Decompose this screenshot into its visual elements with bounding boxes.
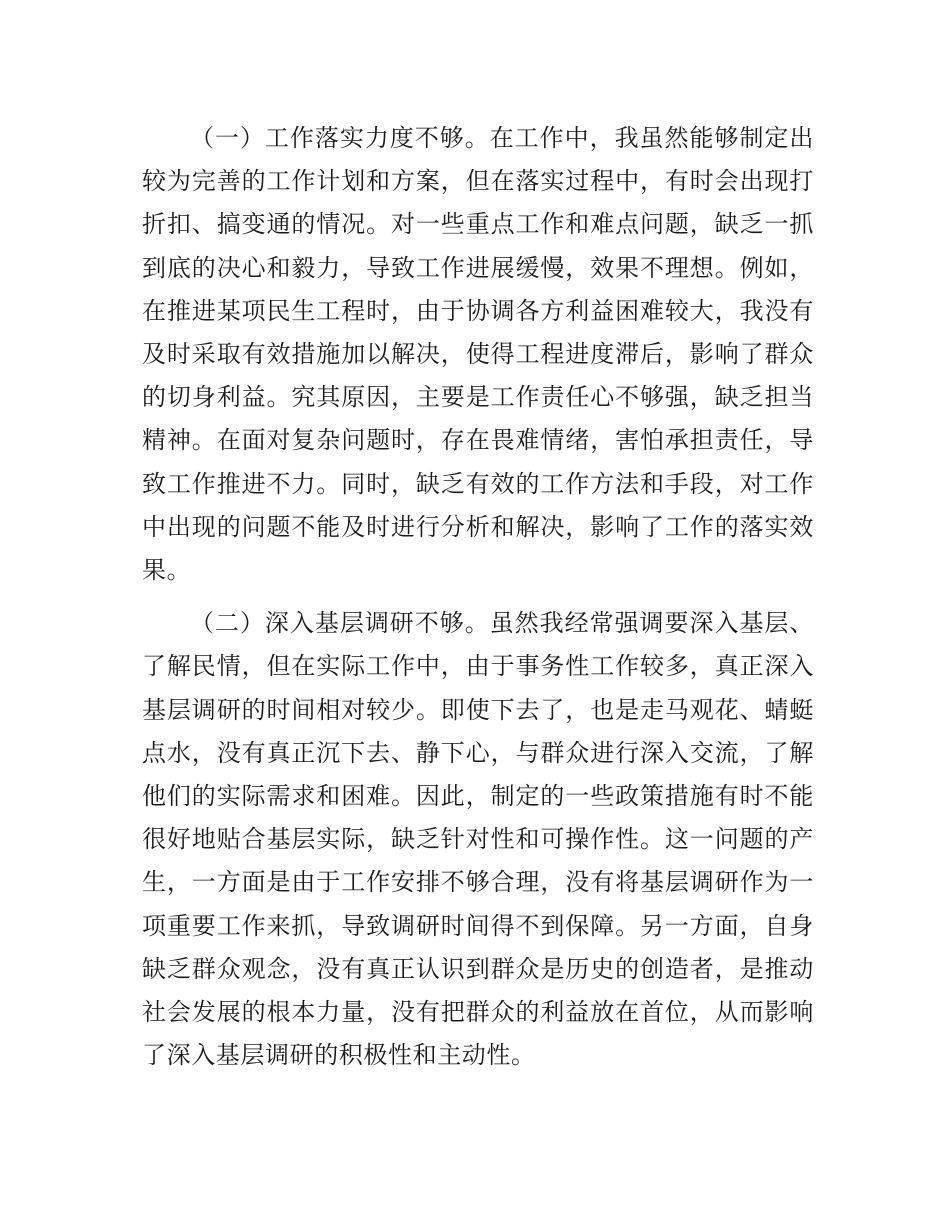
- paragraph-grassroots-research: （二）深入基层调研不够。虽然我经常强调要深入基层、了解民情，但在实际工作中，由于事务性工作较多，真正深入基层调研的时间相对较少。即使下去了，也是走马观花、蜻蜓点水，没有真正沉下去、静下心，与群众进行深入交流，了解他们的实际需求和困难。因此，制定的一些政策措施有时不能很好地贴合基层实际，缺乏针对性和可操作性。这一问题的产生，一方面是由于工作安排不够合理，没有将基层调研作为一项重要工作来抓，导致调研时间得不到保障。另一方面，自身缺乏群众观念，没有真正认识到群众是历史的创造者，是推动社会发展的根本力量，没有把群众的利益放在首位，从而影响了深入基层调研的积极性和主动性。: [142, 609, 814, 1070]
- paragraph-work-implementation: （一）工作落实力度不够。在工作中，我虽然能够制定出较为完善的工作计划和方案，但在落实过程中，有时会出现打折扣、搞变通的情况。对一些重点工作和难点问题，缺乏一抓到底的决心和毅力，导致工作进展缓慢，效果不理想。例如，在推进某项民生工程时，由于协调各方利益困难较大，我没有及时采取有效措施加以解决，使得工程进度滞后，影响了群众的切身利益。究其原因，主要是工作责任心不够强，缺乏担当精神。在面对复杂问题时，存在畏难情绪，害怕承担责任，导致工作推进不力。同时，缺乏有效的工作方法和手段，对工作中出现的问题不能及时进行分析和解决，影响了工作的落实效果。: [142, 124, 814, 585]
- document-page: [142, 117, 814, 1077]
